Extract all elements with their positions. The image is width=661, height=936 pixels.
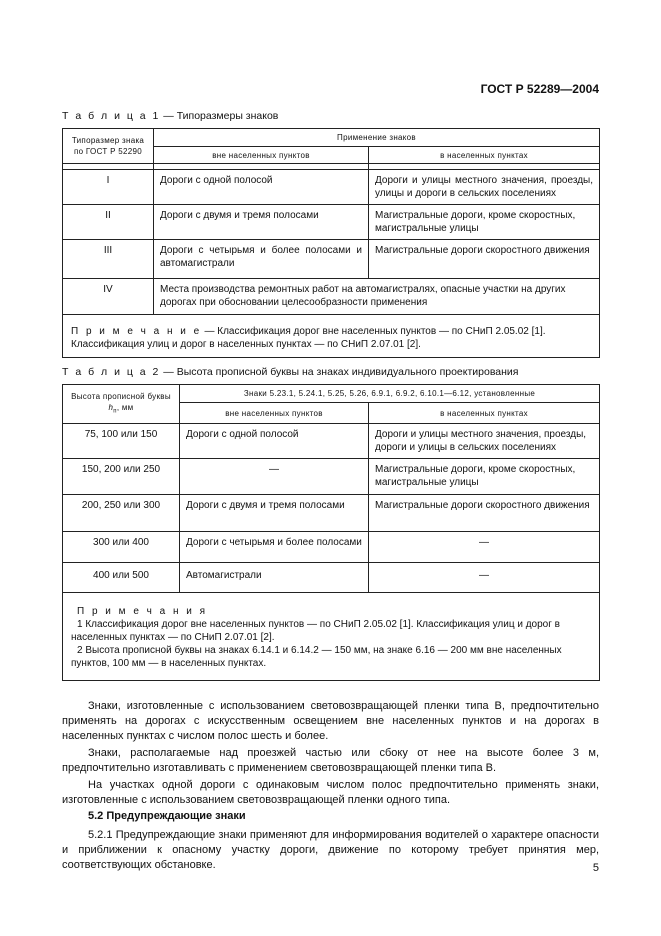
table2-header-inside: в населенных пунктах: [369, 403, 600, 424]
table2: [62, 384, 600, 681]
table1-note-text: — Классификация дорог вне населенных пунктов — по СНиП 2.05.02 [1]. Классификация улиц и дорог в населенных пунктах — по СНиП 2.07.01 [2].: [71, 326, 546, 350]
table1-header-size: Типоразмер знака по ГОСТ Р 52290: [63, 129, 154, 164]
section-heading: 5.2 Предупреждающие знаки: [88, 810, 246, 822]
table2-outside-cell: Дороги с одной полосой: [180, 424, 369, 459]
table2-notes-label: П р и м е ч а н и я: [77, 606, 208, 617]
table2-outside-cell: Автомагистрали: [180, 563, 369, 593]
table2-notes: [63, 593, 600, 681]
paragraph-same-film: На участках одной дороги с одинаковым числом полос предпочтительно применять знаки, изготовленные с использованием световозвращающей пленки одного типа.: [62, 779, 599, 806]
table1-size-cell: I: [63, 170, 154, 205]
table2-outside-cell: Дороги с двумя и тремя полосами: [180, 495, 369, 532]
table-row: [63, 495, 600, 532]
table1-outside-cell: Дороги с двумя и тремя полосами: [154, 205, 369, 240]
table1-size-cell: III: [63, 240, 154, 279]
table2-outside-cell: Дороги с четырьмя и более полосами: [180, 532, 369, 563]
table-row: [63, 240, 600, 279]
table1-header-group: Применение знаков: [154, 129, 600, 147]
page-number: 5: [592, 862, 599, 874]
table2-header-height-sub: п: [113, 408, 117, 415]
table2-outside-cell: —: [180, 459, 369, 495]
table-row: [63, 170, 600, 205]
table1-outside-cell: Дороги с четырьмя и более полосами и автомагистрали: [154, 240, 369, 279]
table-row: [63, 424, 600, 459]
table1-inside-cell: Дороги и улицы местного значения, проезды, улицы и дороги в сельских поселениях: [369, 170, 600, 205]
table2-header-height-text: Высота прописной буквы: [71, 391, 171, 401]
table2-header-height-unit: , мм: [116, 402, 134, 412]
table1-size-cell: IV: [63, 279, 154, 315]
paragraph-overhead-signs: Знаки, располагаемые над проезжей частью или сбоку от нее на высоте более 3 м, предпочтительно изготавливать с применением световозвращающей пленки типа В.: [62, 747, 599, 774]
table1-caption-title: — Типоразмеры знаков: [160, 110, 279, 122]
table-row: [63, 563, 600, 593]
document-id: ГОСТ Р 52289—2004: [480, 82, 599, 96]
table2-inside-cell: Магистральные дороги скоростного движения: [369, 495, 600, 532]
table2-header-height: [63, 385, 180, 424]
table2-height-cell: 300 или 400: [63, 532, 180, 563]
table2-inside-cell: Магистральные дороги, кроме скоростных, магистральные улицы: [369, 459, 600, 495]
table1-note-label: П р и м е ч а н и е: [71, 326, 202, 337]
table-row: [63, 279, 600, 315]
table2-note-1: 1 Классификация дорог вне населенных пунктов — по СНиП 2.05.02 [1]. Классификация улиц и дорог в населенных пунктах — по СНиП 2.07.01 [2].: [71, 619, 560, 643]
table2-header-group: Знаки 5.23.1, 5.24.1, 5.25, 5.26, 6.9.1, 6.9.2, 6.10.1—6.12, установленные: [180, 385, 600, 403]
table1-header-inside: в населенных пунктах: [369, 147, 600, 164]
table2-inside-cell: —: [369, 563, 600, 593]
table1-merged-cell: Места производства ремонтных работ на автомагистралях, опасные участки на других дорогах при обосновании целесообразности применения: [154, 279, 600, 315]
table-row: [63, 532, 600, 563]
table2-height-cell: 200, 250 или 300: [63, 495, 180, 532]
table1-inside-cell: Магистральные дороги, кроме скоростных, магистральные улицы: [369, 205, 600, 240]
table1-size-cell: II: [63, 205, 154, 240]
table2-caption: [62, 366, 519, 378]
table2-height-cell: 75, 100 или 150: [63, 424, 180, 459]
table1: [62, 128, 600, 358]
table-row: [63, 205, 600, 240]
table1-header-outside: вне населенных пунктов: [154, 147, 369, 164]
table2-height-cell: 400 или 500: [63, 563, 180, 593]
table1-note: [63, 315, 600, 358]
table-row: [63, 459, 600, 495]
table1-caption-prefix: Т а б л и ц а 1: [62, 110, 161, 122]
table2-caption-title: — Высота прописной буквы на знаках индивидуального проектирования: [160, 366, 519, 378]
table2-height-cell: 150, 200 или 250: [63, 459, 180, 495]
paragraph-warning-signs: 5.2.1 Предупреждающие знаки применяют для информирования водителей о характере опасности и приближении к опасному участку дороги, движение по которому требует принятия мер, соответствующих обстановке.: [62, 829, 599, 871]
table2-caption-prefix: Т а б л и ц а 2: [62, 366, 161, 378]
table2-header-outside: вне населенных пунктов: [180, 403, 369, 424]
table2-inside-cell: —: [369, 532, 600, 563]
paragraph-film-type-b: Знаки, изготовленные с использованием световозвращающей пленки типа В, предпочтительно применять на дорогах с искусственным освещением вне населенных пунктов и на дорогах в населенных пунктах с числом полос шесть и более.: [62, 700, 599, 742]
table1-inside-cell: Магистральные дороги скоростного движения: [369, 240, 600, 279]
table1-outside-cell: Дороги с одной полосой: [154, 170, 369, 205]
table2-inside-cell: Дороги и улицы местного значения, проезды, дороги и улицы в сельских поселениях: [369, 424, 600, 459]
table2-note-2: 2 Высота прописной буквы на знаках 6.14.1 и 6.14.2 — 150 мм, на знаке 6.16 — 200 мм вне населенных пунктов, 100 мм — в населенных пунктах.: [71, 645, 562, 669]
table1-caption: [62, 110, 278, 122]
table2-header-height-symbol: h: [108, 402, 114, 412]
